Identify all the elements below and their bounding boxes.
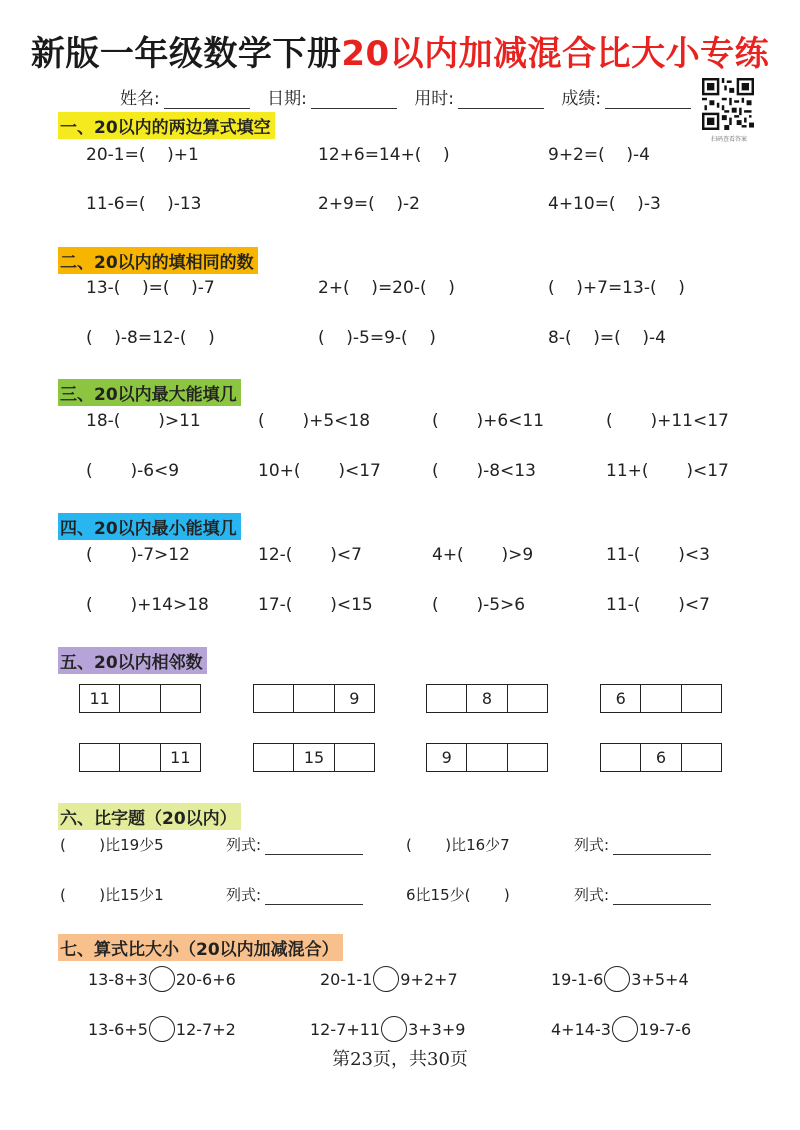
section-2-title: 二、20以内的填相同的数 (58, 247, 258, 274)
s3-q7: ( )-8<13 (432, 461, 536, 481)
s4-q3: 4+( )>9 (432, 545, 534, 565)
s4-q1: ( )-7>12 (86, 545, 190, 565)
cell[interactable] (294, 685, 334, 712)
s7-q1: 13-8+3 20-6+6 (88, 966, 236, 992)
s7-q5: 12-7+11 3+3+9 (310, 1016, 465, 1042)
s7-q4: 13-6+5 12-7+2 (88, 1016, 236, 1042)
section-3-title: 三、20以内最大能填几 (58, 379, 241, 406)
compare-circle[interactable] (373, 966, 399, 992)
name-label: 姓名: (120, 89, 160, 109)
s1-q4: 11-6=( )-13 (86, 194, 202, 214)
s3-q1: 18-( )>11 (86, 411, 201, 431)
neighbor-box-4 (600, 684, 722, 713)
section-4-title: 四、20以内最小能填几 (58, 513, 241, 540)
s1-q1: 20-1=( )+1 (86, 145, 199, 165)
neighbor-box-6 (253, 743, 375, 772)
cell[interactable]: 9 (427, 744, 467, 771)
s1-q5: 2+9=( )-2 (318, 194, 420, 214)
neighbor-box-1 (79, 684, 201, 713)
section-7-title: 七、算式比大小（20以内加减混合） (58, 934, 343, 961)
cell[interactable] (508, 744, 547, 771)
name-field[interactable] (120, 84, 250, 109)
cell[interactable]: 11 (170, 748, 191, 767)
neighbor-box-2 (253, 684, 375, 713)
s2-q4: ( )-8=12-( ) (86, 328, 215, 348)
section-5-title: 五、20以内相邻数 (58, 647, 207, 674)
s2-q2: 2+( )=20-( ) (318, 278, 455, 298)
s6-q4: 6比15少( ) (406, 886, 510, 904)
title-main: 新版一年级数学下册 (30, 34, 342, 74)
page-title (0, 26, 800, 75)
cell[interactable]: 15 (294, 744, 334, 771)
cell[interactable] (682, 685, 721, 712)
neighbor-box-8 (600, 743, 722, 772)
section-1-title: 一、20以内的两边算式填空 (58, 112, 275, 139)
s4-q6: 17-( )<15 (258, 595, 373, 615)
s4-q8: 11-( )<7 (606, 595, 710, 615)
cell[interactable] (161, 685, 200, 712)
compare-circle[interactable] (381, 1016, 407, 1042)
cell[interactable] (508, 685, 547, 712)
compare-circle[interactable] (604, 966, 630, 992)
s2-q5: ( )-5=9-( ) (318, 328, 436, 348)
score-label: 成绩: (561, 89, 602, 109)
date-label: 日期: (267, 89, 307, 109)
s1-q2: 12+6=14+( ) (318, 145, 450, 165)
s1-q3: 9+2=( )-4 (548, 145, 650, 165)
s7-q2: 20-1-1 9+2+7 (320, 966, 458, 992)
s4-q4: 11-( )<3 (606, 545, 710, 565)
s6-formula-3[interactable]: 列式: (226, 884, 363, 905)
s6-formula-2[interactable]: 列式: (574, 834, 711, 855)
s3-q5: ( )-6<9 (86, 461, 180, 481)
cell[interactable]: 6 (641, 744, 681, 771)
s7-q6: 4+14-3 19-7-6 (551, 1016, 691, 1042)
date-field[interactable] (267, 84, 397, 109)
section-6-title: 六、比字题（20以内） (58, 803, 241, 830)
cell[interactable] (601, 744, 641, 771)
cell[interactable] (120, 744, 160, 771)
cell[interactable] (467, 744, 507, 771)
neighbor-box-7 (426, 743, 548, 772)
s6-q1: ( )比19少5 (60, 836, 164, 854)
score-field[interactable] (561, 84, 691, 109)
s3-q2: ( )+5<18 (258, 411, 371, 431)
s4-q5: ( )+14>18 (86, 595, 209, 615)
cell[interactable] (641, 685, 681, 712)
cell[interactable] (120, 685, 160, 712)
s6-formula-1[interactable]: 列式: (226, 834, 363, 855)
s4-q2: 12-( )<7 (258, 545, 362, 565)
s2-q1: 13-( )=( )-7 (86, 278, 215, 298)
s2-q3: ( )+7=13-( ) (548, 278, 685, 298)
cell[interactable] (80, 744, 120, 771)
s4-q7: ( )-5>6 (432, 595, 526, 615)
s3-q6: 10+( )<17 (258, 461, 381, 481)
s6-q3: ( )比15少1 (60, 886, 164, 904)
cell[interactable]: 9 (349, 689, 360, 708)
qr-code-icon[interactable] (702, 78, 754, 130)
s2-q6: 8-( )=( )-4 (548, 328, 666, 348)
title-topic: 20以内加减混合比大小专练 (341, 34, 770, 74)
s6-q2: ( )比16少7 (406, 836, 510, 854)
cell[interactable] (254, 744, 294, 771)
time-label: 用时: (414, 89, 455, 109)
s1-q6: 4+10=( )-3 (548, 194, 661, 214)
compare-circle[interactable] (149, 966, 175, 992)
neighbor-box-3 (426, 684, 548, 713)
cell[interactable] (254, 685, 294, 712)
cell[interactable] (427, 685, 467, 712)
compare-circle[interactable] (612, 1016, 638, 1042)
cell[interactable] (682, 744, 721, 771)
s3-q8: 11+( )<17 (606, 461, 729, 481)
compare-circle[interactable] (149, 1016, 175, 1042)
page-number: 第23页，共30页 (332, 1049, 468, 1070)
s3-q3: ( )+6<11 (432, 411, 545, 431)
s7-q3: 19-1-6 3+5+4 (551, 966, 689, 992)
student-info-row (120, 84, 703, 109)
neighbor-box-5 (79, 743, 201, 772)
time-field[interactable] (414, 84, 544, 109)
cell[interactable] (335, 744, 374, 771)
cell[interactable]: 6 (601, 685, 641, 712)
cell[interactable]: 8 (467, 685, 507, 712)
s6-formula-4[interactable]: 列式: (574, 884, 711, 905)
qr-caption: 扫码查看答案 (710, 136, 747, 143)
s3-q4: ( )+11<17 (606, 411, 729, 431)
cell[interactable]: 11 (80, 685, 120, 712)
